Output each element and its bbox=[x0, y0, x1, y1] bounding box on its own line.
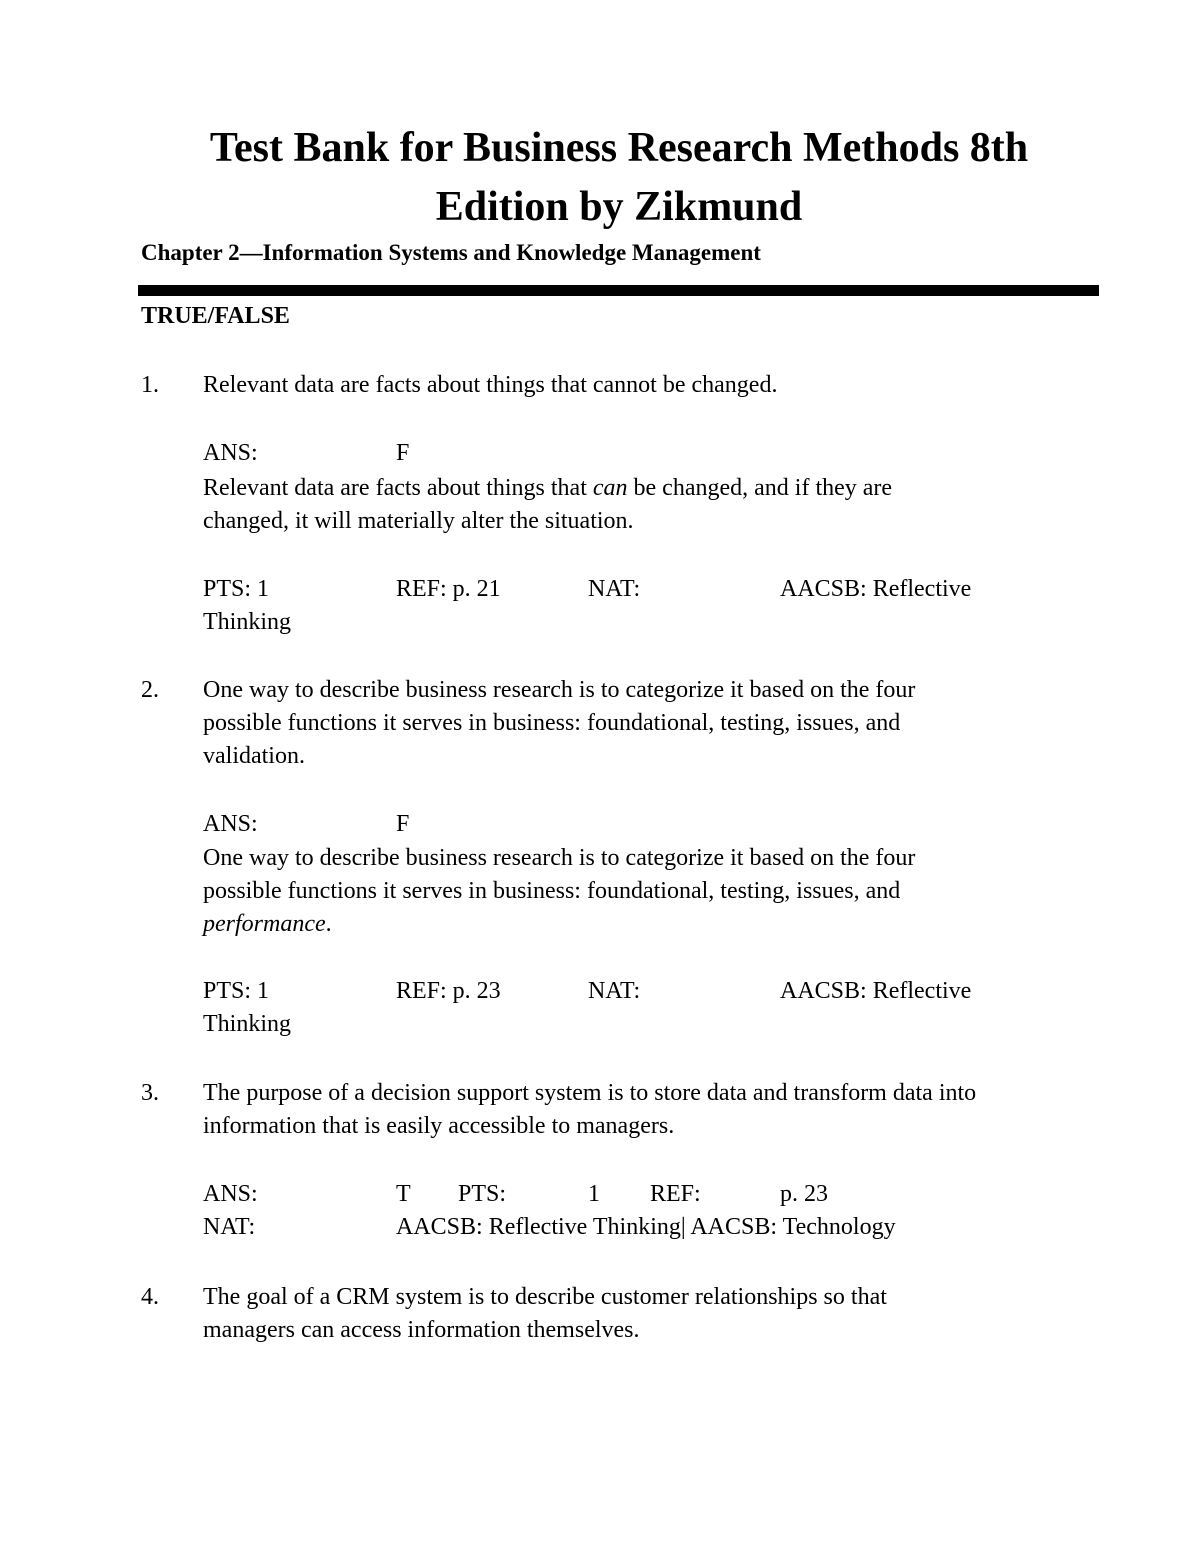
answer-label: ANS: bbox=[203, 811, 258, 837]
points-field: PTS: 1 bbox=[203, 576, 270, 602]
explanation-line: Relevant data are facts about things that can be changed, and if they are bbox=[203, 475, 893, 501]
answer-label: ANS: bbox=[203, 440, 258, 466]
question-number: 4. bbox=[141, 1284, 159, 1310]
reference-field: REF: p. 21 bbox=[396, 576, 501, 602]
reference-field: REF: p. 23 bbox=[396, 978, 501, 1004]
question-text: The purpose of a decision support system is to store data and transform data into bbox=[203, 1080, 977, 1106]
explanation-line: possible functions it serves in business: foundational, testing, issues, and bbox=[203, 878, 901, 904]
reference-label: REF: bbox=[650, 1181, 701, 1207]
question-number: 2. bbox=[141, 677, 159, 703]
explanation-line: One way to describe business research is to categorize it based on the four bbox=[203, 845, 916, 871]
points-value: 1 bbox=[588, 1181, 600, 1207]
aacsb-field: AACSB: Reflective bbox=[780, 978, 972, 1004]
nat-field: NAT: bbox=[588, 576, 641, 602]
aacsb-field: AACSB: Reflective bbox=[780, 576, 972, 602]
question-text: One way to describe business research is to categorize it based on the four bbox=[203, 677, 916, 703]
question-text: information that is easily accessible to managers. bbox=[203, 1113, 675, 1139]
section-heading: TRUE/FALSE bbox=[141, 303, 290, 329]
aacsb-field-continued: Thinking bbox=[203, 609, 291, 635]
question-text: validation. bbox=[203, 743, 305, 769]
nat-label: NAT: bbox=[203, 1214, 256, 1240]
answer-value: T bbox=[396, 1181, 411, 1207]
aacsb-field-continued: Thinking bbox=[203, 1011, 291, 1037]
document-title-line-1: Test Bank for Business Research Methods 8th bbox=[209, 125, 1029, 171]
points-label: PTS: bbox=[458, 1181, 507, 1207]
question-text: The goal of a CRM system is to describe customer relationships so that bbox=[203, 1284, 887, 1310]
nat-value: AACSB: Reflective Thinking| AACSB: Technology bbox=[396, 1214, 896, 1240]
question-text: managers can access information themselves. bbox=[203, 1317, 640, 1343]
reference-value: p. 23 bbox=[780, 1181, 828, 1207]
explanation-line: performance. bbox=[203, 911, 332, 937]
chapter-heading: Chapter 2—Information Systems and Knowledge Management bbox=[141, 240, 761, 265]
heading-divider bbox=[138, 285, 1099, 296]
answer-value: F bbox=[396, 440, 410, 466]
question-text: possible functions it serves in business: foundational, testing, issues, and bbox=[203, 710, 901, 736]
question-text: Relevant data are facts about things that cannot be changed. bbox=[203, 372, 778, 398]
document-title-line-2: Edition by Zikmund bbox=[435, 184, 803, 230]
answer-value: F bbox=[396, 811, 410, 837]
question-number: 1. bbox=[141, 372, 159, 398]
answer-label: ANS: bbox=[203, 1181, 258, 1207]
nat-field: NAT: bbox=[588, 978, 641, 1004]
points-field: PTS: 1 bbox=[203, 978, 270, 1004]
question-number: 3. bbox=[141, 1080, 159, 1106]
explanation-line: changed, it will materially alter the situation. bbox=[203, 508, 634, 534]
